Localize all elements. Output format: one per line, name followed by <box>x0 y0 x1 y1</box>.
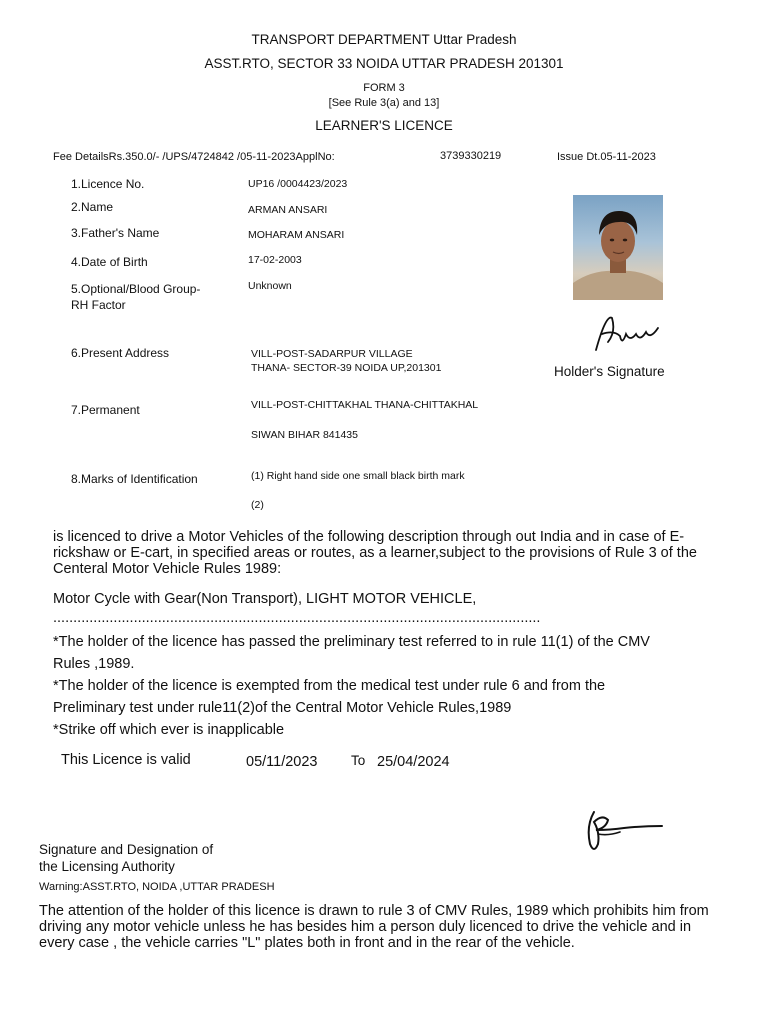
father-name-label: 3.Father's Name <box>71 226 160 240</box>
validity-to-label: To <box>351 753 366 768</box>
holder-signature-image <box>592 312 692 356</box>
attention-note: The attention of the holder of this licence is drawn to rule 3 of CMV Rules, 1989 which prohibits him from driving any motor vehicle unless he has besides him a person duly licenced to drive the vehicle and in every case , the vehicle carries "L" plates both in front and in the rear of the vehicle. <box>39 903 709 951</box>
issue-date: Issue Dt.05-11-2023 <box>557 151 656 163</box>
identification-mark-2: (2) <box>251 499 264 511</box>
note-medical-exemption-line2: Preliminary test under rule11(2)of the Central Motor Vehicle Rules,1989 <box>53 700 512 716</box>
permanent-address-label: 7.Permanent <box>71 403 140 417</box>
application-number: 3739330219 <box>440 150 502 162</box>
note-preliminary-test-line1: *The holder of the licence has passed the preliminary test referred to in rule 11(1) of the CMV <box>53 634 650 650</box>
dob-value: 17-02-2003 <box>248 254 302 266</box>
licence-no-value: UP16 /0004423/2023 <box>248 178 348 190</box>
form-number: FORM 3 <box>363 82 405 94</box>
permanent-address-line1: VILL-POST-CHITTAKHAL THANA-CHITTAKHAL <box>251 399 479 411</box>
warning-authority: Warning:ASST.RTO, NOIDA ,UTTAR PRADESH <box>39 881 275 893</box>
validity-to-date: 25/04/2024 <box>377 754 450 770</box>
name-value: ARMAN ANSARI <box>248 204 328 216</box>
holder-signature-label: Holder's Signature <box>554 364 665 379</box>
fee-details: Fee DetailsRs.350.0/- /UPS/4724842 /05-11-2023ApplNo: <box>53 151 335 163</box>
note-medical-exemption-line1: *The holder of the licence is exempted from the medical test under rule 6 and from the <box>53 678 606 694</box>
name-label: 2.Name <box>71 200 114 214</box>
identification-mark-1: (1) Right hand side one small black birth mark <box>251 470 465 482</box>
father-name-value: MOHARAM ANSARI <box>248 229 345 241</box>
validity-from-date: 05/11/2023 <box>246 754 318 770</box>
present-address-line2: THANA- SECTOR-39 NOIDA UP,201301 <box>251 362 442 374</box>
rule-reference: [See Rule 3(a) and 13] <box>328 97 440 109</box>
dotted-line: ......................................................................................................................... <box>53 610 541 626</box>
permanent-address-line2: SIWAN BIHAR 841435 <box>251 429 358 441</box>
licence-statement: is licenced to drive a Motor Vehicles of the following description through out India and in case of E-rickshaw or E-cart, in specified areas or routes, as a learner,subject to the provisions of Rule 3 of the Centeral Motor Vehicle Rules 1989: <box>53 529 697 577</box>
note-preliminary-test-line2: Rules ,1989. <box>53 656 135 672</box>
blood-group-label-line2: RH Factor <box>71 298 126 312</box>
identification-marks-label: 8.Marks of Identification <box>71 472 198 486</box>
authority-signature-image <box>580 806 670 856</box>
vehicle-classes: Motor Cycle with Gear(Non Transport), LIGHT MOTOR VEHICLE, <box>53 591 477 607</box>
authority-signature-label-line1: Signature and Designation of <box>39 842 214 857</box>
blood-group-value: Unknown <box>248 280 292 292</box>
present-address-line1: VILL-POST-SADARPUR VILLAGE <box>251 348 413 360</box>
blood-group-label-line1: 5.Optional/Blood Group- <box>71 282 201 296</box>
document-title: LEARNER'S LICENCE <box>315 118 453 133</box>
note-strike-off: *Strike off which ever is inapplicable <box>53 722 285 738</box>
office-title: ASST.RTO, SECTOR 33 NOIDA UTTAR PRADESH 201301 <box>204 56 564 71</box>
authority-signature-label-line2: the Licensing Authority <box>39 859 175 874</box>
validity-label: This Licence is valid <box>61 752 191 768</box>
department-title: TRANSPORT DEPARTMENT Uttar Pradesh <box>251 32 517 47</box>
licence-no-label: 1.Licence No. <box>71 177 145 191</box>
holder-photo <box>573 195 663 300</box>
dob-label: 4.Date of Birth <box>71 255 148 269</box>
present-address-label: 6.Present Address <box>71 346 170 360</box>
